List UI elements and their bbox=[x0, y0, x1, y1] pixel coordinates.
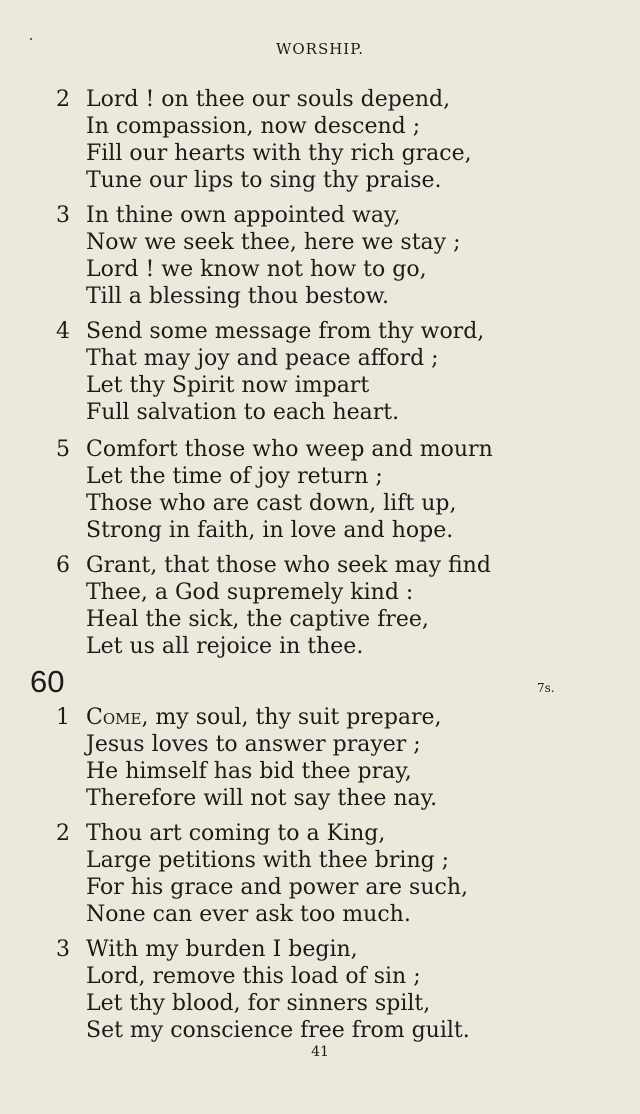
verse-number: 2 bbox=[56, 821, 70, 846]
verse-line: Let thy blood, for sinners spilt, bbox=[86, 991, 431, 1016]
verse-number: 5 bbox=[56, 437, 70, 462]
verse-line: Lord, remove this load of sin ; bbox=[86, 964, 421, 989]
page-number: 41 bbox=[311, 1044, 329, 1060]
verse-line: Grant, that those who seek may find bbox=[86, 553, 491, 578]
verse-number: 1 bbox=[56, 705, 70, 730]
verse-number: 2 bbox=[56, 87, 70, 112]
verse-line: None can ever ask too much. bbox=[86, 902, 411, 927]
verse-line: Lord ! on thee our souls depend, bbox=[86, 87, 451, 112]
verse-line: Let the time of joy return ; bbox=[86, 464, 383, 489]
verse-line: Send some message from thy word, bbox=[86, 319, 485, 344]
verse-number: 3 bbox=[56, 203, 70, 228]
verse-line: Jesus loves to answer prayer ; bbox=[86, 732, 421, 757]
first-line-rest: my soul, thy suit prepare, bbox=[148, 705, 442, 730]
verse-line: Large petitions with thee bring ; bbox=[86, 848, 450, 873]
verse-line: Thee, a God supremely kind : bbox=[86, 580, 414, 605]
verse-line: Therefore will not say thee nay. bbox=[86, 786, 438, 811]
verse-line: Tune our lips to sing thy praise. bbox=[86, 168, 442, 193]
verse-line: He himself has bid thee pray, bbox=[86, 759, 412, 784]
verse-line: Comfort those who weep and mourn bbox=[86, 437, 493, 462]
meter-label: 7s. bbox=[537, 681, 555, 695]
verse-line: Let thy Spirit now impart bbox=[86, 373, 370, 398]
verse-line: Lord ! we know not how to go, bbox=[86, 257, 427, 282]
verse-line: Fill our hearts with thy rich grace, bbox=[86, 141, 472, 166]
verse-line: In thine own appointed way, bbox=[86, 203, 401, 228]
verse-line: With my burden I begin, bbox=[86, 937, 358, 962]
verse-line: Now we seek thee, here we stay ; bbox=[86, 230, 461, 255]
verse-first-line bbox=[86, 704, 442, 731]
verse-number: 4 bbox=[56, 319, 70, 344]
verse-line: That may joy and peace afford ; bbox=[86, 346, 439, 371]
running-head: WORSHIP. bbox=[275, 40, 365, 58]
verse-line: Thou art coming to a King, bbox=[86, 821, 386, 846]
verse-line: Strong in faith, in love and hope. bbox=[86, 518, 454, 543]
verse-line: Set my conscience free from guilt. bbox=[86, 1018, 470, 1043]
first-word-small-caps: Come, bbox=[86, 705, 149, 730]
verse-line: In compassion, now descend ; bbox=[86, 114, 421, 139]
verse-line: Full salvation to each heart. bbox=[86, 400, 400, 425]
hymn-number: 60 bbox=[30, 664, 65, 699]
verse-line: Let us all rejoice in thee. bbox=[86, 634, 364, 659]
verse-number: 6 bbox=[56, 553, 70, 578]
verse-line: For his grace and power are such, bbox=[86, 875, 468, 900]
verse-line: Heal the sick, the captive free, bbox=[86, 607, 429, 632]
verse-number: 3 bbox=[56, 937, 70, 962]
verse-line: Those who are cast down, lift up, bbox=[86, 491, 457, 516]
verse-line: Till a blessing thou bestow. bbox=[86, 284, 389, 309]
